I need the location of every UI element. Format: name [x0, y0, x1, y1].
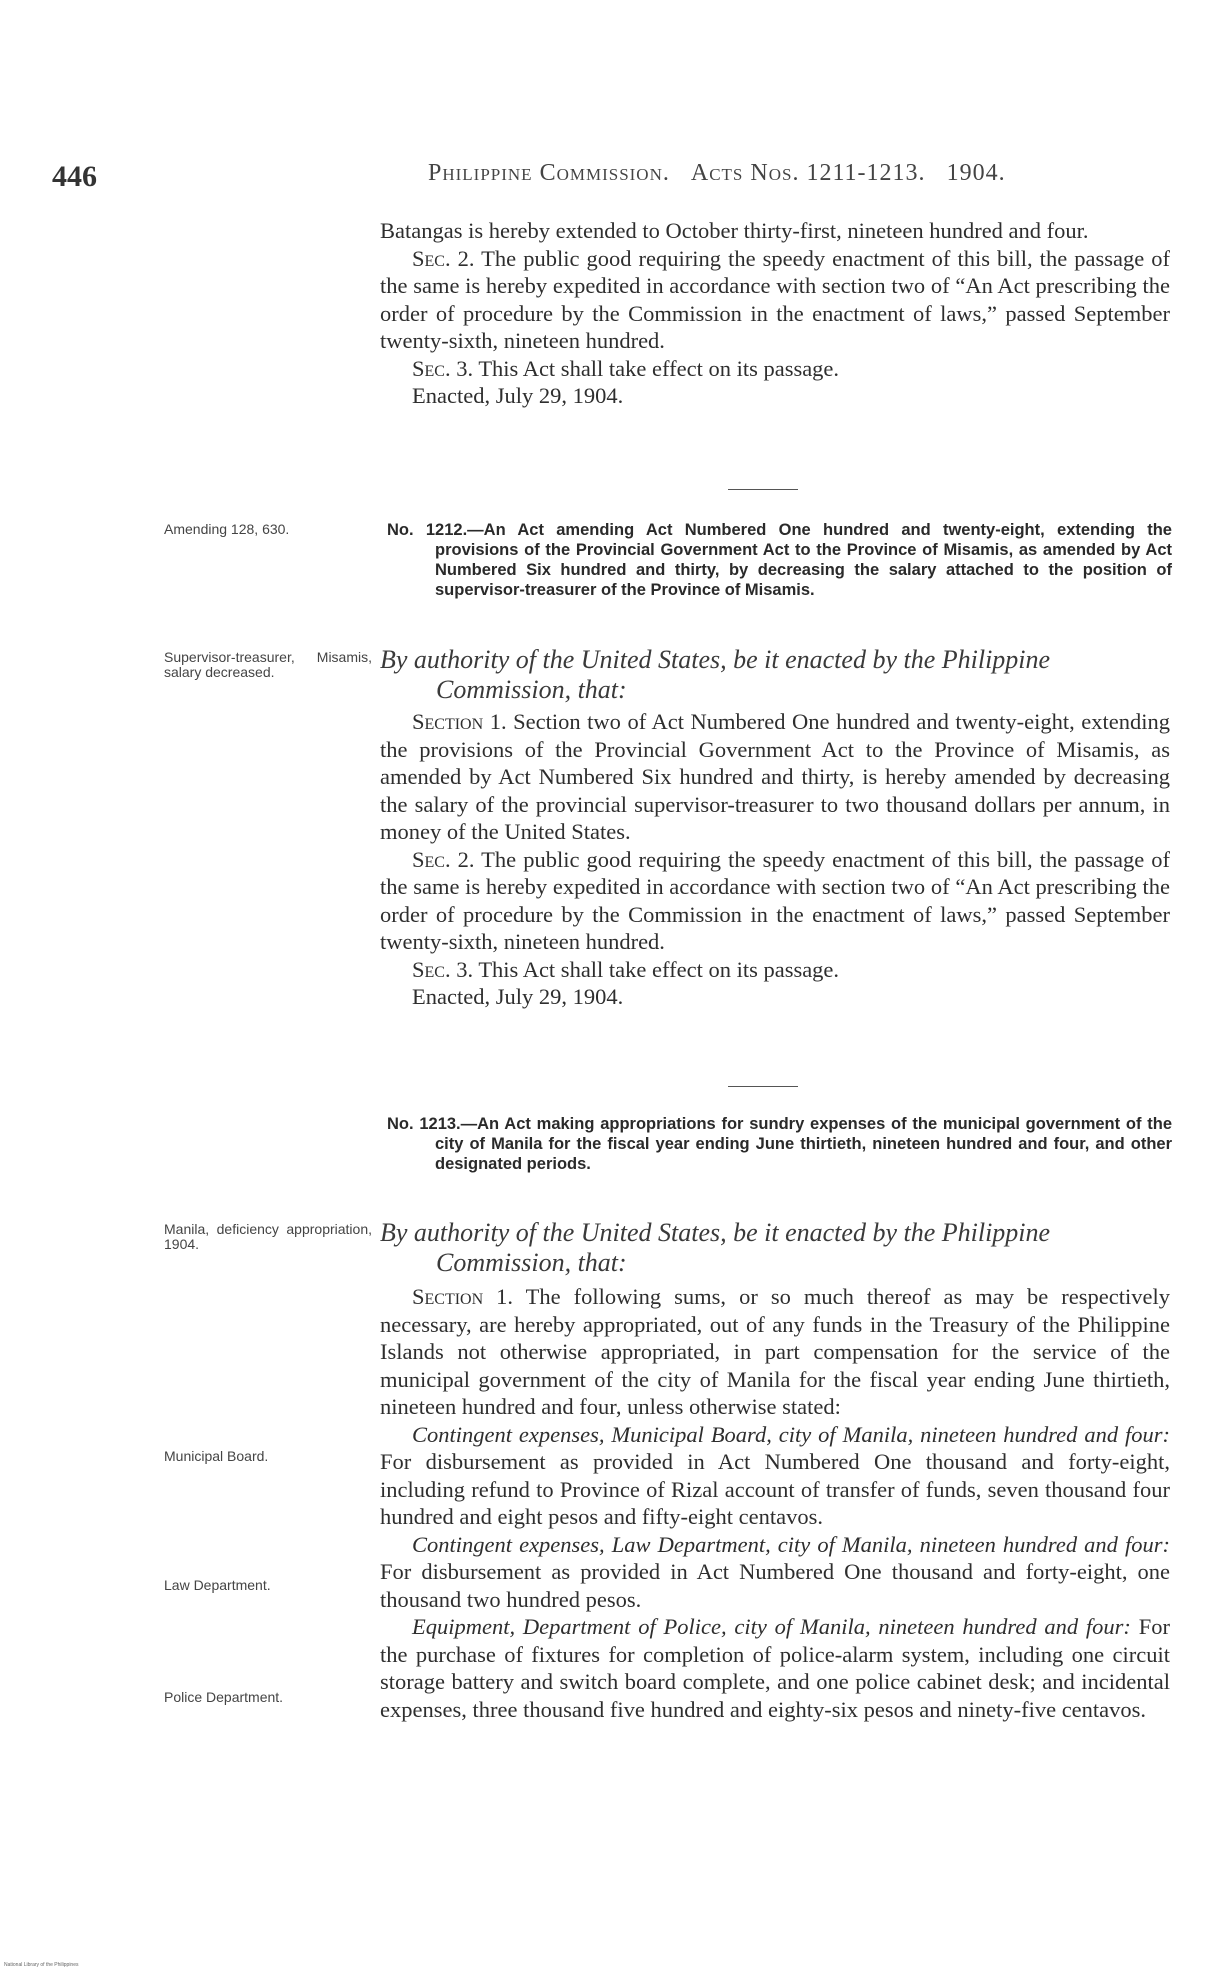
section-text: The public good requiring the speedy enactment of this bill, the passage of the same is hereby expedited in accordance with section two of “An Act prescribing the order of procedure by the Commission in the enactment of laws,” passed September twenty-sixth, nineteen hundred.: [380, 245, 1170, 353]
item-law-department: [380, 1531, 1170, 1614]
section-label: Sec. 3.: [412, 956, 474, 982]
separator-rule: [728, 1086, 798, 1087]
section-label: Section 1.: [412, 1284, 514, 1309]
act-1211-tail: [380, 217, 1170, 410]
enacting-line-2: Commission, that:: [436, 675, 627, 704]
section-label: Section 1.: [412, 709, 507, 734]
section-text: This Act shall take effect on its passage.: [478, 355, 840, 381]
item-police-department: [380, 1613, 1170, 1723]
act-1212-heading: [387, 520, 1172, 600]
enacting-line-2: Commission, that:: [436, 1248, 627, 1277]
act-1213-sec1: [380, 1283, 1170, 1421]
section-text: This Act shall take effect on its passage.: [478, 956, 840, 982]
act-1213-body: [380, 1283, 1170, 1723]
act-1212-sec2: [380, 846, 1170, 956]
section-text: Section two of Act Numbered One hundred and twenty-eight, extending the provisions of the Provincial Government Act to the Province of Misamis, as amended by Act Numbered Six hundred and thirty, is hereby amended by decreasing the salary of the provincial supervisor-treasurer to two thousand dollars per annum, in money of the United States.: [380, 709, 1171, 844]
running-head-acts: Acts Nos. 1211-1213.: [690, 160, 926, 186]
margin-note-municipal-board: Municipal Board.: [164, 1448, 269, 1464]
margin-note-law-department: Law Department.: [164, 1577, 271, 1593]
margin-note-police-department: Police Department.: [164, 1689, 284, 1705]
act-1212-heading-text: No. 1212.—An Act amending Act Numbered One hundred and twenty-eight, extending the provisions of the Provincial Government Act to the Province of Misamis, as amended by Act Numbered Six hundred and thirty, by decreasing the salary attached to the position of supervisor-treasurer of the Province of Misamis.: [387, 521, 1172, 599]
act-1213-heading-text: No. 1213.—An Act making appropriations for sundry expenses of the municipal government of the city of Manila for the fiscal year ending June thirtieth, nineteen hundred and four, and other designated periods.: [387, 1115, 1172, 1173]
act-1212-enacting-clause: [380, 645, 1170, 705]
item-title: Contingent expenses, Law Department, city of Manila, nineteen hundred and four:: [412, 1531, 1170, 1557]
act-1211-sec3: [380, 355, 1170, 383]
running-head-year: 1904.: [946, 160, 1006, 186]
section-label: Sec. 2.: [412, 245, 475, 271]
item-text: For disbursement as provided in Act Numbered One thousand and forty-eight, one thousand two hundred pesos.: [380, 1559, 1170, 1612]
item-text: For disbursement as provided in Act Numbered One thousand and forty-eight, including refund to Province of Rizal account of transfer of funds, seven thousand four hundred and eight pesos and fifty-eight centavos.: [380, 1449, 1170, 1529]
running-head: [428, 160, 1006, 187]
enacting-line-1: By authority of the United States, be it enacted by the Philippine: [380, 1218, 1051, 1247]
margin-note-amending: Amending 128, 630.: [164, 521, 290, 537]
margin-note-manila: Manila, deficiency appropriation, 1904.: [164, 1221, 372, 1252]
item-title: Contingent expenses, Municipal Board, city of Manila, nineteen hundred and four:: [412, 1421, 1170, 1447]
act-1211-enacted: Enacted, July 29, 1904.: [412, 383, 624, 408]
section-label: Sec. 3.: [412, 355, 474, 381]
act-1212-enacted: Enacted, July 29, 1904.: [412, 984, 624, 1009]
scan-footer: National Library of the Philippines: [4, 1962, 79, 1968]
act-1213-heading: [387, 1114, 1172, 1174]
running-head-title: Philippine Commission.: [428, 160, 670, 186]
margin-note-supervisor: Supervisor-treasurer, Misamis, salary decreased.: [164, 649, 372, 680]
act-1211-continuation: Batangas is hereby extended to October thirty-first, nineteen hundred and four.: [380, 218, 1089, 243]
enacting-line-1: By authority of the United States, be it enacted by the Philippine: [380, 645, 1051, 674]
section-text: The following sums, or so much thereof as may be respectively necessary, are hereby appropriated, out of any funds in the Treasury of the Philippine Islands not otherwise appropriated, in part compensation for the service of the municipal government of the city of Manila for the fiscal year ending June thirtieth, nineteen hundred and four, unless otherwise stated:: [380, 1284, 1171, 1419]
item-text: For the purchase of fixtures for completion of police-alarm system, including one circuit storage battery and switch board complete, and one police cabinet desk; and incidental expenses, three thousand five hundred and eighty-six pesos and ninety-five centavos.: [380, 1614, 1171, 1722]
separator-rule: [728, 489, 798, 490]
page-number: 446: [52, 160, 97, 193]
section-label: Sec. 2.: [412, 846, 475, 872]
item-title: Equipment, Department of Police, city of Manila, nineteen hundred and four:: [412, 1614, 1131, 1639]
act-1212-sec3: [380, 956, 1170, 984]
item-municipal-board: [380, 1421, 1170, 1531]
act-1212-sec1: [380, 708, 1170, 846]
act-1212-body: [380, 708, 1170, 1011]
section-text: The public good requiring the speedy enactment of this bill, the passage of the same is hereby expedited in accordance with section two of “An Act prescribing the order of procedure by the Commission in the enactment of laws,” passed September twenty-sixth, nineteen hundred.: [380, 846, 1170, 954]
act-1213-enacting-clause: [380, 1218, 1170, 1278]
act-1211-sec2: [380, 245, 1170, 355]
